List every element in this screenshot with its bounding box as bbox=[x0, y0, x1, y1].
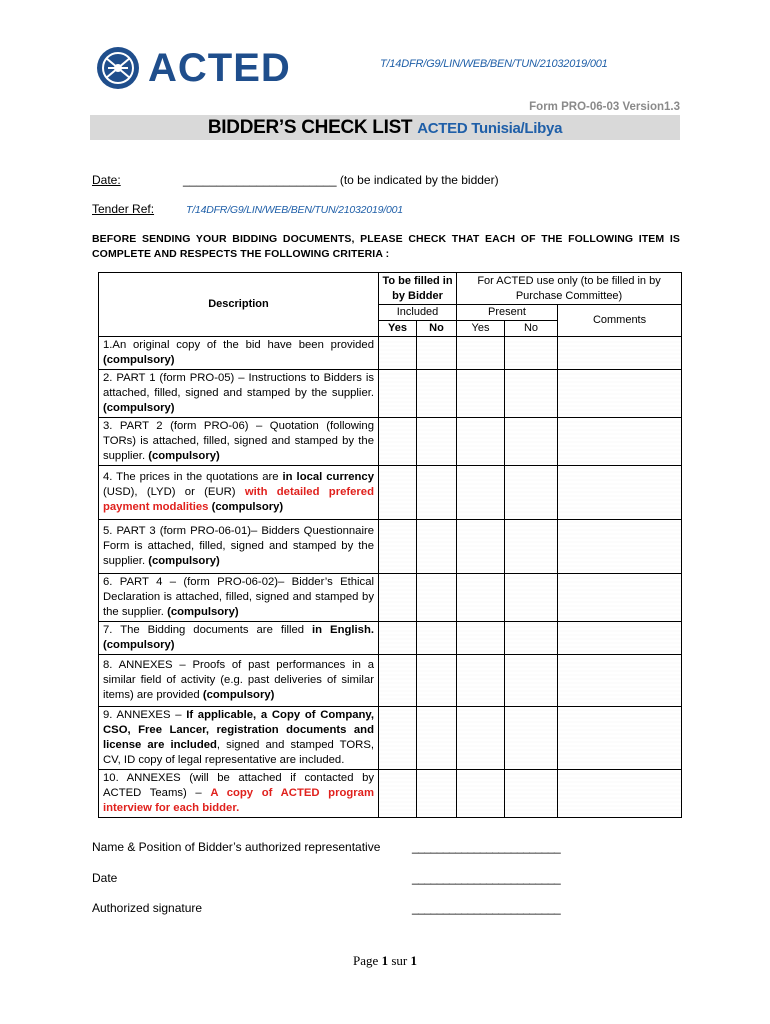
item-text: 9. ANNEXES – bbox=[103, 709, 187, 721]
page-number bbox=[0, 953, 770, 969]
present-no-cell[interactable] bbox=[505, 622, 558, 655]
included-no-cell[interactable] bbox=[417, 655, 457, 707]
included-no-cell[interactable] bbox=[417, 574, 457, 622]
col-present: Present bbox=[457, 305, 558, 321]
item-text-bold: If applicable, a Copy of Company, CSO, Free Lancer, registration documents and license are included bbox=[103, 709, 374, 751]
included-yes-cell[interactable] bbox=[379, 337, 417, 370]
included-yes-cell[interactable] bbox=[379, 574, 417, 622]
present-yes-cell[interactable] bbox=[457, 466, 505, 520]
present-no-cell[interactable] bbox=[505, 574, 558, 622]
header-row bbox=[99, 273, 682, 305]
present-no-cell[interactable] bbox=[505, 337, 558, 370]
included-yes-cell[interactable] bbox=[379, 370, 417, 418]
included-no-cell[interactable] bbox=[417, 466, 457, 520]
item-description bbox=[99, 520, 379, 574]
authorized-signature-label: Authorized signature bbox=[92, 901, 203, 915]
item-text-bold: (compulsory) bbox=[167, 606, 239, 618]
included-no-cell[interactable] bbox=[417, 770, 457, 818]
col-present-no: No bbox=[505, 321, 558, 337]
item-description bbox=[99, 418, 379, 466]
item-text: 6. PART 4 – (form PRO-06-02)– Bidder’s Ethical Declaration is attached, filled, signed and stamped by the supplier. bbox=[103, 576, 374, 618]
present-yes-cell[interactable] bbox=[457, 418, 505, 466]
comments-cell[interactable] bbox=[558, 622, 682, 655]
instructions-text: BEFORE SENDING YOUR BIDDING DOCUMENTS, PLEASE CHECK THAT EACH OF THE FOLLOWING ITEM IS COMPLETE AND RESPECTS THE FOLLOWING CRITERIA : bbox=[92, 233, 680, 260]
item-text-bold: (compulsory) bbox=[208, 501, 284, 513]
included-no-cell[interactable] bbox=[417, 337, 457, 370]
item-text: 2. PART 1 (form PRO-05) – Instructions to Bidders is attached, filled, signed and stamped by the supplier. bbox=[103, 372, 374, 399]
logo-text: ACTED bbox=[148, 46, 291, 90]
title-main: BIDDER’S CHECK LIST bbox=[207, 117, 413, 138]
col-present-yes: Yes bbox=[457, 321, 505, 337]
present-yes-cell[interactable] bbox=[457, 707, 505, 770]
table-row bbox=[99, 370, 682, 418]
item-text-red: with detailed prefered payment modalities bbox=[103, 486, 374, 513]
date-label: Date: bbox=[92, 173, 121, 187]
page-total: 1 bbox=[410, 953, 417, 968]
present-no-cell[interactable] bbox=[505, 655, 558, 707]
form-version: Form PRO-06-03 Version1.3 bbox=[529, 101, 680, 113]
page-prefix: Page bbox=[353, 953, 379, 968]
included-no-cell[interactable] bbox=[417, 370, 457, 418]
table-row bbox=[99, 466, 682, 520]
item-description bbox=[99, 370, 379, 418]
checklist-table bbox=[98, 272, 682, 818]
item-description bbox=[99, 574, 379, 622]
comments-cell[interactable] bbox=[558, 655, 682, 707]
name-position-label: Name & Position of Bidder’s authorized representative bbox=[92, 840, 381, 854]
item-description bbox=[99, 707, 379, 770]
item-text-bold: (compulsory) bbox=[202, 689, 275, 701]
title-subtitle: ACTED Tunisia/Libya bbox=[417, 120, 563, 137]
item-description bbox=[99, 466, 379, 520]
included-no-cell[interactable] bbox=[417, 520, 457, 574]
tender-ref-label: Tender Ref: bbox=[92, 202, 155, 216]
page-title bbox=[90, 117, 680, 139]
item-description bbox=[99, 337, 379, 370]
included-yes-cell[interactable] bbox=[379, 707, 417, 770]
signature-date-label: Date bbox=[92, 871, 118, 885]
col-included: Included bbox=[379, 305, 457, 321]
tender-ref-value: T/14DFR/G9/LIN/WEB/BEN/TUN/21032019/001 bbox=[186, 204, 403, 216]
comments-cell[interactable] bbox=[558, 466, 682, 520]
comments-cell[interactable] bbox=[558, 370, 682, 418]
included-yes-cell[interactable] bbox=[379, 466, 417, 520]
item-text: 7. The Bidding documents are filled bbox=[103, 624, 313, 636]
included-yes-cell[interactable] bbox=[379, 622, 417, 655]
title-band bbox=[90, 115, 680, 140]
authorized-signature-field[interactable]: ________________________ bbox=[412, 901, 561, 915]
item-text: 8. ANNEXES – Proofs of past performances in a similar field of activity (e.g. past deliveries of similar items) are provided bbox=[103, 659, 374, 701]
col-bidder: To be filled in by Bidder bbox=[379, 273, 457, 305]
table-row bbox=[99, 622, 682, 655]
col-included-no: No bbox=[417, 321, 457, 337]
item-description bbox=[99, 622, 379, 655]
present-yes-cell[interactable] bbox=[457, 770, 505, 818]
present-yes-cell[interactable] bbox=[457, 337, 505, 370]
present-no-cell[interactable] bbox=[505, 418, 558, 466]
present-yes-cell[interactable] bbox=[457, 520, 505, 574]
comments-cell[interactable] bbox=[558, 337, 682, 370]
included-no-cell[interactable] bbox=[417, 622, 457, 655]
item-text: 3. PART 2 (form PRO-06) – Quotation (following TORs) is attached, filled, signed and stamped by the supplier. bbox=[103, 420, 374, 462]
item-text: (USD), (LYD) or (EUR) bbox=[103, 486, 245, 498]
item-text: 4. The prices in the quotations are bbox=[103, 471, 283, 483]
table-row bbox=[99, 770, 682, 818]
item-text: 5. PART 3 (form PRO-06-01)– Bidders Questionnaire Form is attached, filled, signed and stamped by the supplier. bbox=[103, 525, 374, 567]
table-row bbox=[99, 707, 682, 770]
included-yes-cell[interactable] bbox=[379, 520, 417, 574]
table-row bbox=[99, 337, 682, 370]
item-text: , signed and stamped TORS, CV, ID copy of legal representative are included. bbox=[103, 739, 374, 766]
comments-cell[interactable] bbox=[558, 707, 682, 770]
present-no-cell[interactable] bbox=[505, 707, 558, 770]
page-sep: sur bbox=[391, 953, 408, 968]
present-no-cell[interactable] bbox=[505, 370, 558, 418]
included-yes-cell[interactable] bbox=[379, 770, 417, 818]
item-text: 1.An original copy of the bid have been provided bbox=[103, 339, 374, 351]
item-text-bold: (compulsory) bbox=[103, 402, 175, 414]
item-text: 10. ANNEXES (will be attached if contacted by ACTED Teams) – bbox=[103, 772, 374, 799]
item-text-bold: in local currency bbox=[282, 471, 374, 483]
present-yes-cell[interactable] bbox=[457, 655, 505, 707]
item-text-bold: in English. (compulsory) bbox=[103, 624, 374, 651]
present-yes-cell[interactable] bbox=[457, 574, 505, 622]
item-text-red: A copy of ACTED program interview for each bidder. bbox=[103, 787, 374, 814]
present-yes-cell[interactable] bbox=[457, 622, 505, 655]
item-description bbox=[99, 655, 379, 707]
item-text-bold: (compulsory) bbox=[148, 555, 220, 567]
item-text-bold: (compulsory) bbox=[103, 354, 175, 366]
item-description bbox=[99, 770, 379, 818]
signature-date-field[interactable]: ________________________ bbox=[412, 871, 561, 885]
included-yes-cell[interactable] bbox=[379, 418, 417, 466]
table-row bbox=[99, 520, 682, 574]
included-no-cell[interactable] bbox=[417, 707, 457, 770]
name-position-field[interactable]: ________________________ bbox=[412, 840, 561, 854]
page-current: 1 bbox=[381, 953, 389, 968]
col-description: Description bbox=[99, 273, 379, 337]
reference-number: T/14DFR/G9/LIN/WEB/BEN/TUN/21032019/001 bbox=[380, 58, 608, 70]
comments-cell[interactable] bbox=[558, 520, 682, 574]
present-yes-cell[interactable] bbox=[457, 370, 505, 418]
included-no-cell[interactable] bbox=[417, 418, 457, 466]
col-comments: Comments bbox=[558, 305, 682, 337]
present-no-cell[interactable] bbox=[505, 520, 558, 574]
table-row bbox=[99, 418, 682, 466]
item-text-bold: (compulsory) bbox=[148, 450, 220, 462]
included-yes-cell[interactable] bbox=[379, 655, 417, 707]
col-acted-only: For ACTED use only (to be filled in by Purchase Committee) bbox=[457, 273, 682, 305]
col-included-yes: Yes bbox=[379, 321, 417, 337]
comments-cell[interactable] bbox=[558, 770, 682, 818]
table-row bbox=[99, 574, 682, 622]
acted-logo bbox=[94, 44, 314, 92]
date-field[interactable]: _______________________ (to be indicated by the bidder) bbox=[183, 173, 499, 187]
table-row bbox=[99, 655, 682, 707]
present-no-cell[interactable] bbox=[505, 466, 558, 520]
comments-cell[interactable] bbox=[558, 574, 682, 622]
present-no-cell[interactable] bbox=[505, 770, 558, 818]
comments-cell[interactable] bbox=[558, 418, 682, 466]
